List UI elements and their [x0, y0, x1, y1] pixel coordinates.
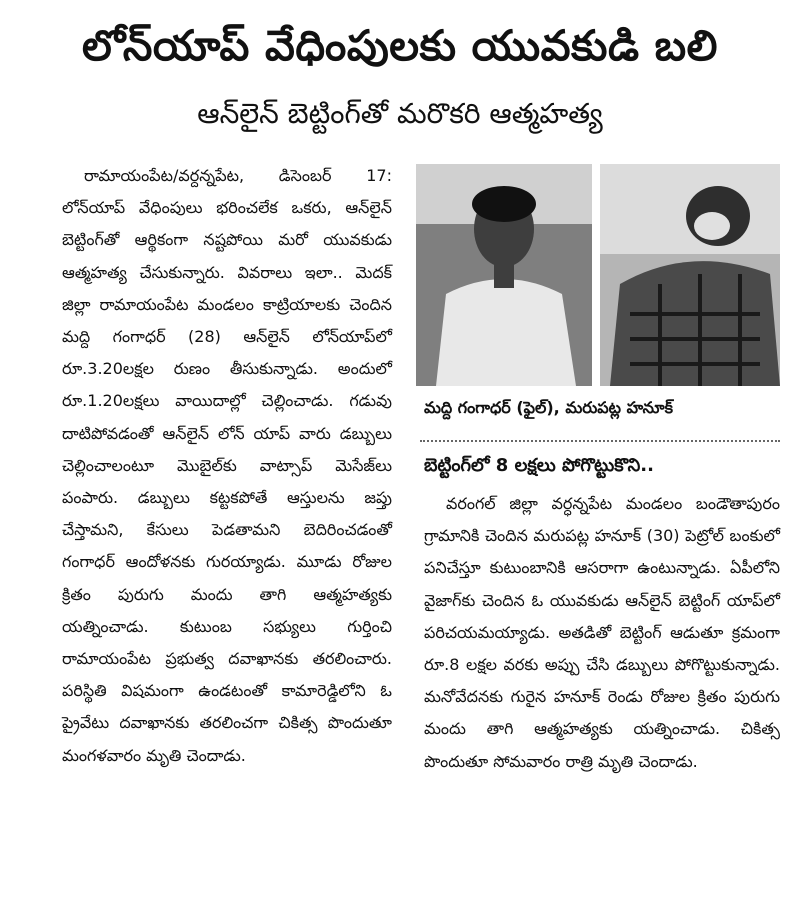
- dateline: రామాయంపేట/వర్దన్నపేట, డిసెంబర్ 17:: [84, 166, 392, 185]
- section-heading: బెట్టింగ్‌లో 8 లక్షలు పోగొట్టుకొని..: [424, 455, 654, 476]
- article-body-right: వరంగల్ జిల్లా వర్ధన్నపేట మండలం బండౌతాపురం గ్రామానికి చెందిన మరుపట్ల హనూక్ (30) పెట్రోల్ బంకులో పనిచేస్తూ కుటుంబానికి ఆసరాగా ఉంటున్నాడు. ఏపీలోని వైజాగ్‌కు చెందిన ఓ యువకుడు ఆన్‌లైన్ బెట్టింగ్ యాప్‌లో పరిచయమయ్యాడు. అతడితో బెట్టింగ్ ఆడుతూ క్రమంగా రూ.8 లక్షల వరకు అప్పు చేసి డబ్బులు పోగొట్టుకున్నాడు. మనోవేదనకు గురైన హనూక్ రెండు రోజుల క్రితం పురుగు మందు తాగి ఆత్మహత్యకు యత్నించాడు. చికిత్స పొందుతూ సోమవారం రాత్రి మృతి చెందాడు.: [424, 494, 780, 771]
- body-left-text: లోన్‌యాప్ వేధింపులు భరించలేక ఒకరు, ఆన్‌లైన్ బెట్టింగ్‌తో ఆర్థికంగా నష్టపోయి మరో యువకుడు ఆత్మహత్య చేసుకున్నారు. వివరాలు ఇలా.. మెదక్ జిల్లా రామాయంపేట మండలం కాట్రియాలకు చెందిన మద్ది గంగాధర్ (28) ఆన్‌లైన్ లోన్‌యాప్‌లో రూ.3.20లక్షల రుణం తీసుకున్నాడు. అందులో రూ.1.20లక్షలు వాయిదాల్లో చెల్లించాడు. గడువు దాటిపోవడంతో ఆన్‌లైన్ లోన్ యాప్ వారు డబ్బులు చెల్లించాలంటూ మొబైల్‌కు వాట్సాప్ మెసేజ్‌లు పంపారు. డబ్బులు కట్టకపోతే ఆస్తులను జప్తు చేస్తామని, కేసులు పెడతామని బెదిరించడంతో గంగాధర్ ఆందోళనకు గురయ్యాడు. మూడు రోజుల క్రితం పురుగు మందు తాగి ఆత్మహత్యకు యత్నించాడు. కుటుంబ సభ్యులు గుర్తించి రామాయంపేట ప్రభుత్వ దవాఖానకు తరలించారు. పరిస్థితి విషమంగా ఉండటంతో కామారెడ్డిలోని ఓ ప్రైవేటు దవాఖానకు తరలించగా చికిత్స పొందుతూ మంగళవారం మృతి చెందాడు.: [62, 198, 392, 765]
- person-portrait-icon: [416, 164, 592, 386]
- hospital-patient-icon: [600, 164, 780, 386]
- article-column-left: [62, 160, 392, 772]
- photo-row: [416, 164, 780, 386]
- section-divider: [420, 440, 780, 442]
- photo-caption: మద్ది గంగాధర్ (ఫైల్), మరుపట్ల హనూక్: [424, 398, 673, 417]
- headline: లోన్‌యాప్ వేధింపులకు యువకుడి బలి: [82, 21, 718, 70]
- patient-photo: [600, 164, 780, 386]
- article-column-right: [424, 488, 780, 778]
- subheadline: ఆన్‌లైన్ బెట్టింగ్‌తో మరొకరి ఆత్మహత్య: [197, 97, 603, 130]
- portrait-photo: [416, 164, 592, 386]
- article-body-left: [62, 160, 392, 772]
